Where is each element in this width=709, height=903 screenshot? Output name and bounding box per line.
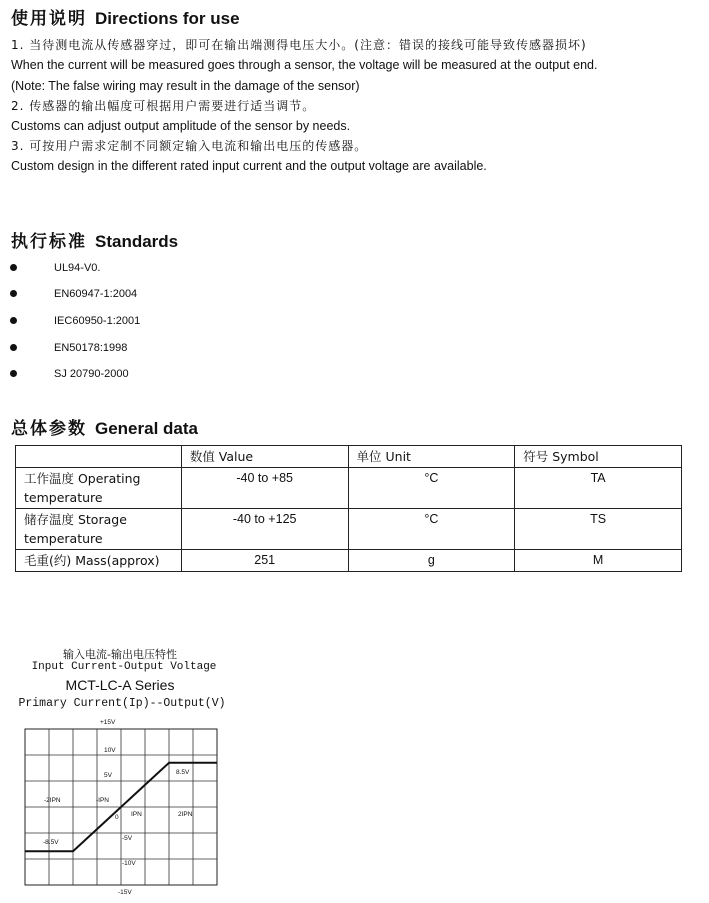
unit-cell: g <box>348 550 515 572</box>
general-title <box>11 414 198 439</box>
direction-line-5: Customs can adjust output amplitude of the sensor by needs. <box>11 119 351 133</box>
param-cell: 储存温度 Storage temperature <box>16 509 182 550</box>
label-ipn: IPN <box>131 811 142 818</box>
value-cell: 251 <box>181 550 348 572</box>
chart-caption-en: Input Current-Output Voltage <box>31 661 217 673</box>
label-origin: 0 <box>115 814 119 821</box>
label-neg5v: -5V <box>122 835 133 842</box>
bullet-icon <box>10 344 17 351</box>
label-neg1ipn: -IPN <box>96 797 109 804</box>
param-cell: 毛重(约) Mass(approx) <box>16 550 182 572</box>
header-cell <box>16 446 182 468</box>
general-data-table <box>15 445 682 572</box>
general-title-en: General data <box>95 419 198 438</box>
standards-title <box>11 227 178 252</box>
directions-title-en: Directions for use <box>95 9 240 28</box>
label-5v: 5V <box>104 772 112 779</box>
unit-cell: °C <box>348 468 515 509</box>
direction-line-1: 1. 当待测电流从传感器穿过，即可在输出端测得电压大小。(注意：错误的接线可能导致传感器损坏) <box>11 38 587 52</box>
label-sat-lo: -8.5V <box>43 839 59 846</box>
direction-line-3: (Note: The false wiring may result in the damage of the sensor) <box>11 79 360 93</box>
value-cell: -40 to +85 <box>181 468 348 509</box>
standards-title-cn: 执行标准 <box>11 232 87 252</box>
value-cell: -40 to +125 <box>181 509 348 550</box>
symbol-cell: M <box>515 550 682 572</box>
header-cell: 符号 Symbol <box>515 446 682 468</box>
characteristic-chart <box>0 713 240 903</box>
symbol-cell: TA <box>515 468 682 509</box>
symbol-cell: TS <box>515 509 682 550</box>
direction-line-4: 2. 传感器的输出幅度可根据用户需要进行适当调节。 <box>11 99 316 113</box>
label-top: +15V <box>100 719 116 726</box>
bullet-icon <box>10 370 17 377</box>
header-cell: 单位 Unit <box>348 446 515 468</box>
table-row <box>16 550 682 572</box>
param-cell: 工作温度 Operating temperature <box>16 468 182 509</box>
bullet-icon <box>10 290 17 297</box>
chart-caption-cn: 输入电流-输出电压特性 <box>63 648 177 661</box>
label-sat-hi: 8.5V <box>176 769 190 776</box>
label-2ipn: 2IPN <box>178 811 193 818</box>
table-row <box>16 468 682 509</box>
header-cell: 数值 Value <box>181 446 348 468</box>
general-title-cn: 总体参数 <box>11 419 87 439</box>
bullet-icon <box>10 264 17 271</box>
unit-cell: °C <box>348 509 515 550</box>
label-bottom: -15V <box>118 889 132 896</box>
direction-line-7: Custom design in the different rated input current and the output voltage are available. <box>11 159 487 173</box>
label-neg10v: -10V <box>122 860 136 867</box>
table-header-row <box>16 446 682 468</box>
table-row <box>16 509 682 550</box>
direction-line-2: When the current will be measured goes through a sensor, the voltage will be measured at the output end. <box>11 58 598 72</box>
bullet-icon <box>10 317 17 324</box>
chart-series-title: MCT-LC-A Series <box>65 677 175 693</box>
standards-title-en: Standards <box>95 232 179 251</box>
direction-line-6: 3. 可按用户需求定制不同额定输入电流和输出电压的传感器。 <box>11 139 368 153</box>
label-10v: 10V <box>104 747 116 754</box>
directions-title <box>11 4 240 29</box>
directions-title-cn: 使用说明 <box>11 9 87 29</box>
chart-axes-title: Primary Current(Ip)--Output(V) <box>18 697 226 710</box>
label-neg2ipn: -2IPN <box>44 797 61 804</box>
